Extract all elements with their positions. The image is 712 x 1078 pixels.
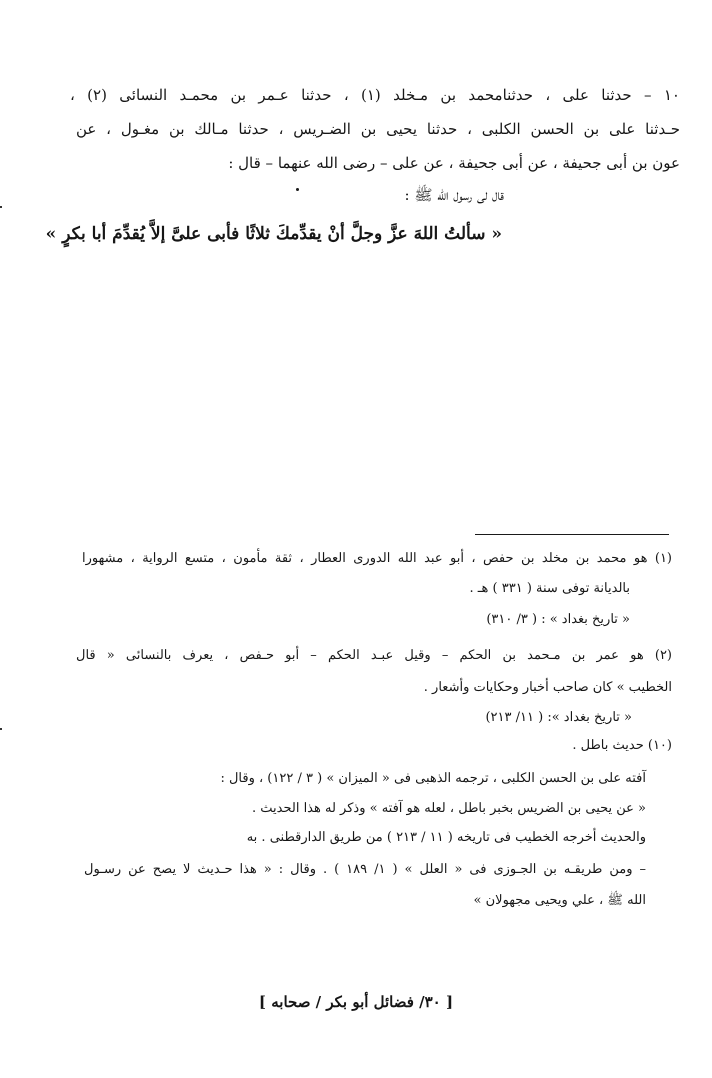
- footnote-10-line-1: آفته على بن الحسن الكلبى ، ترجمه الذهبى فى « الميزان » ( ٣ / ١٢٢) ، وقال :: [220, 771, 646, 786]
- main-text-line-2: حـدثنا على بن الحسن الكلبى ، حدثنا يحيى بن الضـريس ، حدثنا مـالك بن مغـول ، عن: [76, 120, 680, 138]
- footnote-1-reference: « تاريخ بغداد » : ( ٣/ ٣١٠): [486, 612, 630, 627]
- footnote-10-line-3: والحديث أخرجه الخطيب فى تاريخه ( ١١ / ٢١٣ ) من طريق الدارقطنى . به: [246, 830, 646, 845]
- footnote-2-reference: « تاريخ بغداد »: ( ١١/ ٢١٣): [485, 710, 632, 725]
- footnote-10-line-2: « عن يحيى بن الضريس بخبر باطل ، لعله هو آفته » وذكر له هذا الحديث .: [252, 801, 646, 816]
- ink-dot: [296, 188, 299, 191]
- main-text-line-4: قال لى رسول الله ﷺ :: [404, 186, 504, 204]
- page-footer: [ ٣٠/ فضائل أبو بكر / صحابه ]: [258, 993, 454, 1011]
- footnote-10-line-4: – ومن طريقـه بن الجـوزى فى « العلل » ( ١/ ١٨٩ ) . وقال : « هذا حـديث لا يصح عن رسـول: [84, 862, 646, 877]
- footnote-2-line-2: الخطيب » كان صاحب أخبار وحكايات وأشعار .: [423, 680, 672, 695]
- footnote-10-heading: (١٠) حديث باطل .: [572, 738, 672, 753]
- main-text-line-1: ١٠ – حدثنا على ، حدثنامحمد بن مـخلد (١) ، حدثنا عـمر بن محمـد النسائى (٢) ،: [70, 86, 680, 104]
- scan-edge-mark: [0, 728, 2, 730]
- hadith-text: « سألتُ اللهَ عزَّ وجلَّ أنْ يقدِّمكَ ثلاثًا فأبى علىَّ إلاَّ يُقدِّمَ أبا بكرٍ »: [45, 224, 502, 244]
- footnote-2-line-1: (٢) هو عمر بن مـحمد بن الحكم – وقيل عبـد الحكم – أبو حـفص ، يعرف بالنسائى « قال: [76, 648, 672, 663]
- scan-edge-mark: [0, 206, 2, 208]
- footnote-separator: [475, 534, 669, 535]
- footnote-1-line-2: بالديانة توفى سنة ( ٣٣١ ) هـ .: [469, 581, 630, 596]
- footnote-10-line-5: الله ﷺ ، علي ويحيى مجهولان »: [473, 893, 646, 908]
- main-text-line-3: عون بن أبى جحيفة ، عن أبى جحيفة ، عن على – رضى الله عنهما – قال :: [228, 154, 680, 172]
- footnote-1-line-1: (١) هو محمد بن مخلد بن حفص ، أبو عبد الله الدورى العطار ، ثقة مأمون ، متسع الرواية ، مشهورا: [82, 551, 672, 566]
